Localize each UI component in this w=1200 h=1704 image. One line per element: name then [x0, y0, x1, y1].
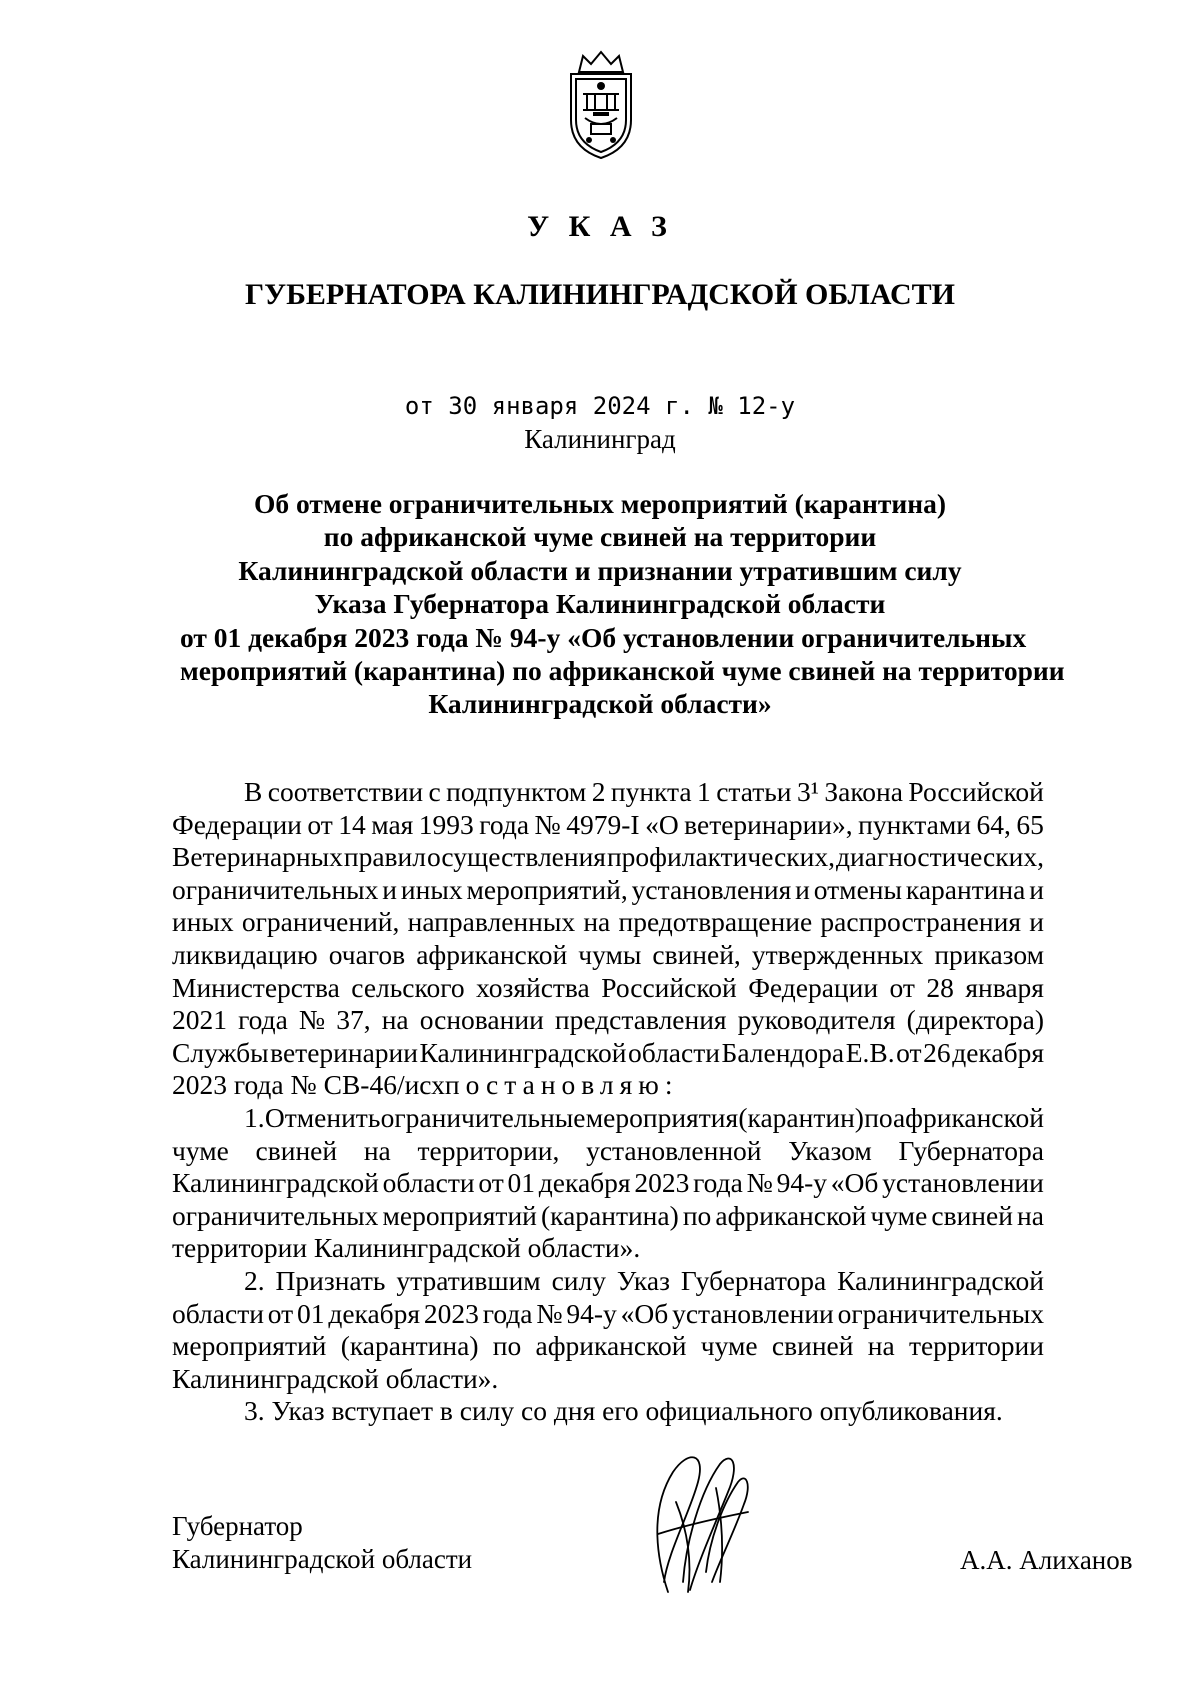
body-line — [172, 1069, 1044, 1102]
word: 01 — [507, 1167, 536, 1199]
body-line — [172, 1102, 1044, 1135]
word: Российской — [601, 971, 737, 1003]
word: года — [238, 1004, 288, 1036]
word: африканской — [892, 1101, 1044, 1133]
word: правил — [343, 841, 426, 873]
word: года — [479, 808, 530, 840]
word: от — [896, 1036, 922, 1068]
issue-city: Калининград — [524, 424, 676, 454]
body-line — [172, 1167, 1044, 1200]
word: установленной — [586, 1134, 762, 1166]
word: 26 — [923, 1036, 951, 1068]
word: Признать — [275, 1264, 386, 1296]
word: декабря — [538, 1167, 631, 1199]
body-line: Калининградской области». — [172, 1362, 499, 1394]
word: 2. — [244, 1264, 265, 1296]
body-line — [172, 1330, 1044, 1363]
date-and-number: от 30 января 2024 г. № 12-у — [404, 392, 796, 420]
word: статьи — [716, 776, 792, 807]
word: на — [867, 1330, 895, 1362]
coat-of-arms-emblem — [565, 50, 637, 162]
subject-line: от 01 декабря 2023 года № 94-у «Об установлении ограничительных — [180, 621, 1027, 653]
signer-name: А.А. Алиханов — [960, 1545, 1133, 1575]
word: области — [172, 1297, 264, 1329]
word: декабря — [952, 1036, 1044, 1068]
decree-subject-heading — [180, 487, 1065, 721]
word: 94-у — [776, 1167, 828, 1199]
body-line — [172, 972, 1044, 1005]
word: чуме — [700, 1330, 758, 1362]
word: установлении — [882, 1167, 1044, 1199]
word: ограничительные — [380, 1101, 586, 1133]
handwritten-signature — [628, 1442, 758, 1602]
decree-word: постановляю: — [444, 1069, 679, 1101]
signer-position-line-1: Губернатор — [172, 1511, 303, 1541]
subject-line: Об отмене ограничительных мероприятий (карантина) — [254, 488, 946, 519]
word: В — [244, 776, 263, 807]
body-line — [172, 809, 1044, 842]
word: года — [482, 1297, 533, 1329]
word: января — [965, 971, 1044, 1003]
word: диагностических, — [836, 841, 1044, 873]
word: Губернатора — [898, 1134, 1044, 1166]
word: (карантина) — [340, 1330, 479, 1362]
subject-line: Калининградской области и признании утратившим силу — [238, 554, 962, 586]
word: области — [628, 1036, 720, 1068]
word: на — [381, 1004, 409, 1036]
word: иных — [400, 873, 463, 905]
subject-line: по африканской чуме свиней на территории — [323, 521, 877, 553]
word: с — [428, 776, 441, 807]
word: области — [382, 1167, 475, 1199]
word: пункта — [610, 776, 692, 807]
word: 1993 — [418, 808, 474, 840]
word: мероприятий — [382, 1199, 537, 1231]
body-line — [172, 1004, 1044, 1037]
word: хозяйства — [476, 971, 590, 1003]
word: 37, — [336, 1004, 371, 1036]
word: руководителя — [737, 1004, 896, 1036]
word: Указ — [616, 1264, 670, 1296]
word: на — [583, 906, 611, 938]
decree-body — [172, 776, 1044, 1428]
word: 01 — [297, 1297, 325, 1329]
word: на — [1017, 1199, 1044, 1231]
word: Указом — [788, 1134, 872, 1166]
word: Федерации — [172, 808, 302, 840]
word: Закона — [824, 776, 903, 807]
word: утратившим — [396, 1264, 541, 1296]
word: 1. — [244, 1101, 265, 1133]
word: по — [682, 1199, 712, 1231]
word: декабря — [328, 1297, 421, 1329]
word: (директора) — [906, 1004, 1044, 1036]
word: (карантина) — [540, 1199, 679, 1231]
word: № — [536, 1297, 563, 1329]
word: осуществления — [427, 841, 606, 873]
word: чуме — [870, 1199, 928, 1231]
word: мероприятия — [585, 1101, 739, 1133]
word: Балендора — [721, 1036, 845, 1068]
word: 2023 — [634, 1167, 690, 1199]
subject-line: Калининградской области» — [428, 688, 772, 720]
word: ветеринарии», — [684, 808, 853, 840]
word: сельского — [351, 971, 465, 1003]
body-line — [172, 1265, 1044, 1298]
word: «О — [645, 808, 679, 840]
word: территории, — [417, 1134, 560, 1166]
word: африканской — [416, 938, 568, 970]
subject-line: мероприятий (карантина) по африканской чуме свиней на территории — [180, 655, 1065, 687]
word: (карантин) — [738, 1101, 864, 1133]
body-line — [172, 939, 1044, 972]
word: соответствии — [267, 776, 424, 807]
word: от — [478, 1167, 504, 1199]
word: от — [307, 808, 333, 840]
word: ограничений, — [241, 906, 400, 938]
word: 28 — [926, 971, 954, 1003]
word: пунктами — [858, 808, 971, 840]
word: Калининградской — [172, 1167, 379, 1199]
word: «Об — [830, 1167, 879, 1199]
word: представления — [554, 1004, 727, 1036]
word: Калининградской — [837, 1264, 1044, 1296]
word: 1 — [697, 776, 711, 807]
word: от — [889, 971, 915, 1003]
word: 64, — [976, 808, 1011, 840]
word: 2021 — [172, 1004, 227, 1036]
word: очагов — [328, 938, 406, 970]
word: иных — [172, 906, 234, 938]
body-line — [172, 1298, 1044, 1331]
word: и — [1029, 873, 1044, 905]
word: установлении — [672, 1297, 834, 1329]
word: свиней — [931, 1199, 1013, 1231]
word: Отменить — [264, 1101, 381, 1133]
word: подпунктом — [446, 776, 587, 807]
word: территории — [908, 1330, 1044, 1362]
word: мероприятий, — [466, 873, 628, 905]
word: «Об — [620, 1297, 669, 1329]
word: ограничительных — [172, 873, 379, 905]
word: свиней — [255, 1134, 338, 1166]
word: 4979-I — [566, 808, 640, 840]
word: № — [298, 1004, 326, 1036]
word: свиней, — [652, 938, 741, 970]
word: направленных — [407, 906, 576, 938]
word: 2 — [591, 776, 606, 807]
word: Губернатора — [680, 1264, 827, 1296]
word: ликвидацию — [172, 938, 318, 970]
word: 2023 — [423, 1297, 479, 1329]
word: по — [492, 1330, 522, 1362]
word: Федерации — [748, 971, 879, 1003]
word: № — [534, 808, 561, 840]
word: и — [1029, 906, 1044, 938]
body-line: 3. Указ вступает в силу со дня его официального опубликования. — [244, 1395, 1003, 1427]
word: предотвращение — [618, 906, 813, 938]
word: установления — [631, 873, 792, 905]
subject-line: Указа Губернатора Калининградской области — [314, 588, 886, 620]
word: года — [693, 1167, 743, 1199]
word: ограничительных — [837, 1297, 1044, 1329]
issuing-authority: ГУБЕРНАТОРА КАЛИНИНГРАДСКОЙ ОБЛАСТИ — [244, 278, 956, 311]
body-line — [172, 1200, 1044, 1233]
word: утвержденных — [751, 938, 924, 970]
reference-number: 2023 года № СВ-46/исх — [172, 1069, 445, 1101]
word: от — [267, 1297, 294, 1329]
word: африканской — [715, 1199, 867, 1231]
word: чумы — [578, 938, 642, 970]
word: распространения — [820, 906, 1021, 938]
word: Министерства — [172, 971, 340, 1003]
word: африканской — [535, 1330, 687, 1362]
signer-position-line-2: Калининградской области — [172, 1544, 473, 1574]
word: Калининградской — [419, 1036, 627, 1068]
word: карантина — [905, 873, 1026, 905]
word: мая — [371, 808, 414, 840]
document-type-title: У К А З — [527, 210, 673, 243]
word: Службы — [172, 1036, 269, 1068]
word: силу — [551, 1264, 606, 1296]
body-line — [172, 776, 1044, 809]
word: 65 — [1016, 808, 1044, 840]
body-line — [172, 1037, 1044, 1070]
word: 14 — [338, 808, 366, 840]
body-line: территории Калининградской области». — [172, 1232, 641, 1264]
word: свиней — [771, 1330, 854, 1362]
word: 3¹ — [796, 776, 819, 807]
word: и — [795, 873, 810, 905]
body-line — [172, 841, 1044, 874]
word: приказом — [934, 938, 1044, 970]
word: и — [382, 873, 398, 905]
word: чуме — [172, 1134, 229, 1166]
signer-position — [172, 1510, 472, 1576]
word: ограничительных — [172, 1199, 379, 1231]
word: № — [746, 1167, 773, 1199]
word: 94-у — [566, 1297, 617, 1329]
word: ветеринарии — [270, 1036, 418, 1068]
word: Российской — [908, 776, 1044, 807]
word: Е.В. — [845, 1036, 895, 1068]
body-line — [172, 906, 1044, 939]
word: мероприятий — [172, 1330, 327, 1362]
word: отмены — [813, 873, 902, 905]
body-line — [172, 874, 1044, 907]
word: Ветеринарных — [172, 841, 343, 873]
word: по — [864, 1101, 893, 1133]
word: основании — [419, 1004, 544, 1036]
body-line — [172, 1135, 1044, 1168]
word: на — [363, 1134, 391, 1166]
word: профилактических, — [606, 841, 836, 873]
